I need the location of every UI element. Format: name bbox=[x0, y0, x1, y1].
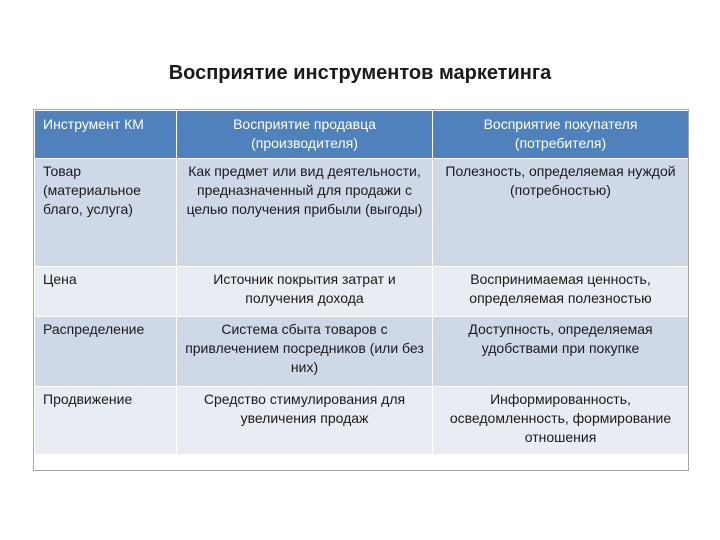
row-buyer-perception: Воспринимаемая ценность, определяемая полезностью bbox=[433, 267, 689, 317]
table-header-row bbox=[35, 111, 689, 159]
table-row bbox=[35, 159, 689, 267]
header-tool: Инструмент КМ bbox=[35, 111, 177, 159]
row-seller-perception: Как предмет или вид деятельности, предназначенный для продажи с целью получения прибыли (выгоды) bbox=[177, 159, 433, 267]
marketing-tools-table bbox=[34, 110, 689, 455]
row-tool-name: Продвижение bbox=[35, 387, 177, 455]
row-seller-perception: Средство стимулирования для увеличения продаж bbox=[177, 387, 433, 455]
header-seller: Восприятие продавца (производителя) bbox=[177, 111, 433, 159]
row-buyer-perception: Информированность, осведомленность, формирование отношения bbox=[433, 387, 689, 455]
row-buyer-perception: Полезность, определяемая нуждой (потребностью) bbox=[433, 159, 689, 267]
row-seller-perception: Система сбыта товаров с привлечением посредников (или без них) bbox=[177, 317, 433, 387]
table-row bbox=[35, 317, 689, 387]
row-tool-name: Товар (материальное благо, услуга) bbox=[35, 159, 177, 267]
row-tool-name: Распределение bbox=[35, 317, 177, 387]
row-buyer-perception: Доступность, определяемая удобствами при покупке bbox=[433, 317, 689, 387]
row-seller-perception: Источник покрытия затрат и получения дохода bbox=[177, 267, 433, 317]
slide-title: Восприятие инструментов маркетинга bbox=[168, 62, 552, 84]
table-row bbox=[35, 267, 689, 317]
table-row bbox=[35, 387, 689, 455]
header-buyer: Восприятие покупателя (потребителя) bbox=[433, 111, 689, 159]
row-tool-name: Цена bbox=[35, 267, 177, 317]
